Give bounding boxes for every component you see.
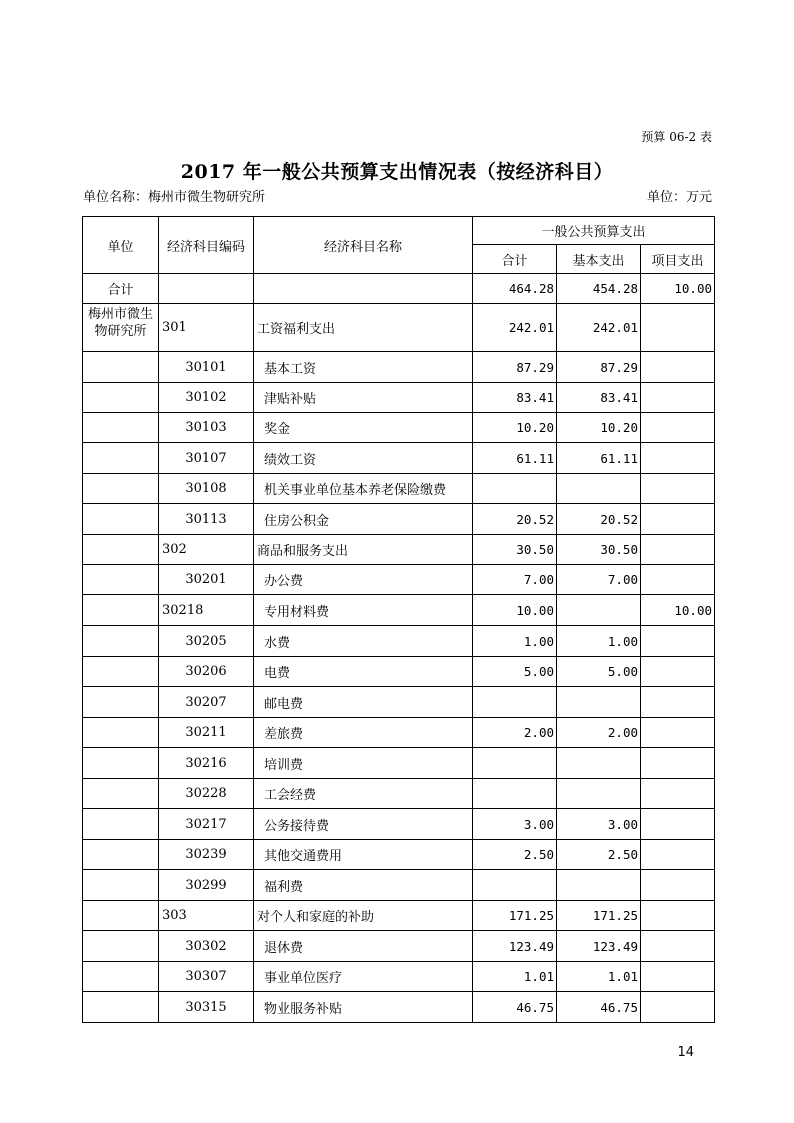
row-project — [641, 565, 715, 595]
table-row — [83, 504, 715, 535]
row-code: 30299 — [159, 870, 254, 901]
table-row — [83, 809, 715, 840]
row-basic: 1.01 — [557, 962, 641, 992]
row-name: 福利费 — [254, 870, 473, 901]
row-name: 工资福利支出 — [254, 304, 473, 352]
row-total: 242.01 — [473, 304, 557, 352]
row-code: 30228 — [159, 779, 254, 809]
row-basic: 20.52 — [557, 504, 641, 535]
header-project: 项目支出 — [641, 245, 715, 274]
row-basic: 2.00 — [557, 718, 641, 748]
row-project — [641, 748, 715, 779]
row-code: 303 — [159, 901, 254, 931]
row-basic: 171.25 — [557, 901, 641, 931]
row-code: 30207 — [159, 687, 254, 718]
table-row — [83, 304, 715, 352]
row-project — [641, 383, 715, 413]
row-basic: 5.00 — [557, 657, 641, 687]
row-total — [473, 870, 557, 901]
row-name: 办公费 — [254, 565, 473, 595]
row-total: 2.00 — [473, 718, 557, 748]
table-row — [83, 901, 715, 931]
table-row — [83, 657, 715, 687]
table-row — [83, 595, 715, 626]
row-basic: 3.00 — [557, 809, 641, 840]
row-name: 公务接待费 — [254, 809, 473, 840]
row-code: 30103 — [159, 413, 254, 443]
row-code: 30201 — [159, 565, 254, 595]
row-project: 10.00 — [641, 595, 715, 626]
row-project — [641, 931, 715, 962]
row-total: 83.41 — [473, 383, 557, 413]
page-number: 14 — [677, 1045, 694, 1060]
row-name: 其他交通费用 — [254, 840, 473, 870]
row-code: 30211 — [159, 718, 254, 748]
row-total: 87.29 — [473, 352, 557, 383]
row-total: 20.52 — [473, 504, 557, 535]
totals-row — [83, 274, 715, 304]
row-name: 商品和服务支出 — [254, 535, 473, 565]
table-row — [83, 870, 715, 901]
row-basic: 83.41 — [557, 383, 641, 413]
row-project — [641, 304, 715, 352]
row-name: 退休费 — [254, 931, 473, 962]
row-total: 123.49 — [473, 931, 557, 962]
row-project — [641, 809, 715, 840]
table-row — [83, 565, 715, 595]
table-row — [83, 535, 715, 565]
row-total — [473, 779, 557, 809]
row-name: 津贴补贴 — [254, 383, 473, 413]
table-row — [83, 474, 715, 504]
table-row — [83, 352, 715, 383]
row-basic — [557, 779, 641, 809]
row-name: 邮电费 — [254, 687, 473, 718]
row-basic: 46.75 — [557, 992, 641, 1023]
row-name: 住房公积金 — [254, 504, 473, 535]
table-row — [83, 383, 715, 413]
row-basic: 61.11 — [557, 443, 641, 474]
row-basic: 123.49 — [557, 931, 641, 962]
row-total — [473, 687, 557, 718]
row-name: 基本工资 — [254, 352, 473, 383]
row-code: 30218 — [159, 595, 254, 626]
row-project — [641, 962, 715, 992]
totals-label: 合计 — [83, 274, 159, 304]
row-project — [641, 535, 715, 565]
row-code: 30302 — [159, 931, 254, 962]
row-code: 30205 — [159, 626, 254, 657]
row-code: 30113 — [159, 504, 254, 535]
table-row — [83, 840, 715, 870]
header-code: 经济科目编码 — [159, 217, 254, 274]
header-budget-group: 一般公共预算支出 — [473, 217, 715, 245]
table-row — [83, 992, 715, 1023]
row-project — [641, 443, 715, 474]
table-row — [83, 626, 715, 657]
row-name: 工会经费 — [254, 779, 473, 809]
row-name: 差旅费 — [254, 718, 473, 748]
table-row — [83, 748, 715, 779]
row-project — [641, 901, 715, 931]
row-code: 30101 — [159, 352, 254, 383]
row-basic — [557, 687, 641, 718]
row-project — [641, 687, 715, 718]
row-project — [641, 992, 715, 1023]
row-total: 10.00 — [473, 595, 557, 626]
row-total: 3.00 — [473, 809, 557, 840]
row-name: 专用材料费 — [254, 595, 473, 626]
header-unit: 单位 — [83, 217, 159, 274]
row-basic — [557, 870, 641, 901]
row-code: 302 — [159, 535, 254, 565]
row-basic: 1.00 — [557, 626, 641, 657]
row-total: 2.50 — [473, 840, 557, 870]
page-title: 2017 年一般公共预算支出情况表（按经济科目） — [180, 161, 614, 183]
row-code: 30108 — [159, 474, 254, 504]
header-name: 经济科目名称 — [254, 217, 473, 274]
unit-name-label: 单位名称：梅州市微生物研究所 — [83, 190, 266, 205]
row-total: 5.00 — [473, 657, 557, 687]
row-name: 事业单位医疗 — [254, 962, 473, 992]
row-project — [641, 657, 715, 687]
table-row — [83, 962, 715, 992]
row-project — [641, 413, 715, 443]
row-total: 1.00 — [473, 626, 557, 657]
row-basic — [557, 748, 641, 779]
row-code: 30217 — [159, 809, 254, 840]
row-total: 10.20 — [473, 413, 557, 443]
row-code: 30206 — [159, 657, 254, 687]
row-project — [641, 840, 715, 870]
row-name: 电费 — [254, 657, 473, 687]
row-project — [641, 474, 715, 504]
table-row — [83, 718, 715, 748]
row-name: 培训费 — [254, 748, 473, 779]
table-row — [83, 443, 715, 474]
row-basic: 10.20 — [557, 413, 641, 443]
row-name: 对个人和家庭的补助 — [254, 901, 473, 931]
row-total: 1.01 — [473, 962, 557, 992]
totals-total: 464.28 — [473, 274, 557, 304]
row-project — [641, 504, 715, 535]
unit-measure-label: 单位：万元 — [646, 190, 712, 205]
row-project — [641, 626, 715, 657]
header-total: 合计 — [473, 245, 557, 274]
row-code: 301 — [159, 304, 254, 352]
row-basic: 7.00 — [557, 565, 641, 595]
row-total: 171.25 — [473, 901, 557, 931]
row-code: 30307 — [159, 962, 254, 992]
row-basic — [557, 474, 641, 504]
row-project — [641, 718, 715, 748]
row-total — [473, 474, 557, 504]
document-number: 预算 06-2 表 — [641, 130, 712, 144]
table-row — [83, 413, 715, 443]
row-code: 30216 — [159, 748, 254, 779]
row-project — [641, 352, 715, 383]
row-code: 30315 — [159, 992, 254, 1023]
table-row — [83, 931, 715, 962]
row-name: 机关事业单位基本养老保险缴费 — [254, 474, 473, 504]
row-project — [641, 779, 715, 809]
unit-cell: 梅州市微生物研究所 — [83, 304, 159, 352]
row-total: 46.75 — [473, 992, 557, 1023]
header-basic: 基本支出 — [557, 245, 641, 274]
row-code: 30107 — [159, 443, 254, 474]
row-name: 奖金 — [254, 413, 473, 443]
row-code: 30102 — [159, 383, 254, 413]
row-basic: 2.50 — [557, 840, 641, 870]
table-row — [83, 779, 715, 809]
row-total: 30.50 — [473, 535, 557, 565]
budget-table — [82, 216, 715, 1023]
row-total: 61.11 — [473, 443, 557, 474]
row-basic: 242.01 — [557, 304, 641, 352]
row-basic — [557, 595, 641, 626]
row-basic: 87.29 — [557, 352, 641, 383]
row-code: 30239 — [159, 840, 254, 870]
row-basic: 30.50 — [557, 535, 641, 565]
row-total — [473, 748, 557, 779]
totals-basic: 454.28 — [557, 274, 641, 304]
row-name: 物业服务补贴 — [254, 992, 473, 1023]
row-name: 绩效工资 — [254, 443, 473, 474]
row-total: 7.00 — [473, 565, 557, 595]
row-name: 水费 — [254, 626, 473, 657]
table-row — [83, 687, 715, 718]
row-project — [641, 870, 715, 901]
totals-project: 10.00 — [641, 274, 715, 304]
